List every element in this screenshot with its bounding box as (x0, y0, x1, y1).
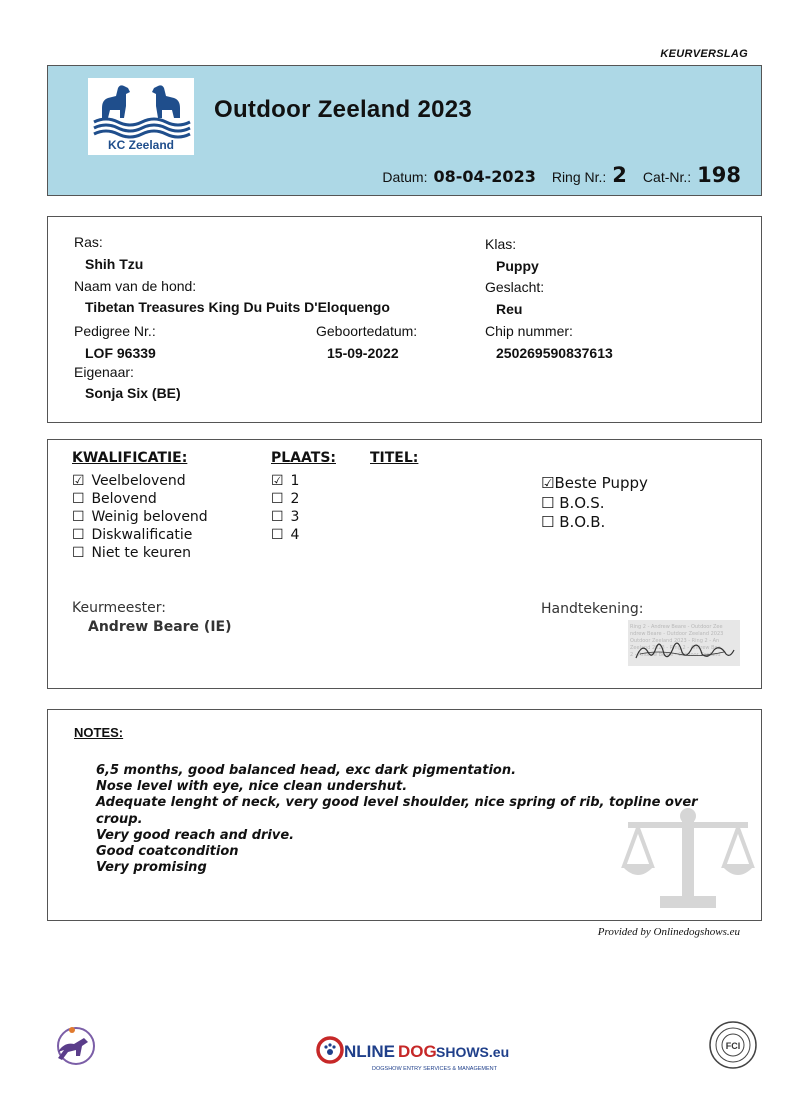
date-label: Datum: (382, 169, 428, 185)
sex-value: Reu (496, 301, 523, 317)
qualification-option[interactable]: ☐ Diskwalificatie (72, 527, 193, 543)
judging-section (47, 439, 762, 689)
qualification-option[interactable]: ☐ Niet te keuren (72, 545, 191, 561)
note-line: Very promising (96, 860, 207, 876)
note-line: Very good reach and drive. (96, 827, 295, 843)
class-value: Puppy (496, 258, 539, 274)
note-line: 6,5 months, good balanced head, exc dark pigmentation. (96, 763, 517, 778)
event-header (47, 65, 762, 196)
svg-text:SHOWS.eu: SHOWS.eu (436, 1044, 510, 1060)
svg-text:FCI: FCI (725, 1041, 741, 1051)
qualification-option[interactable]: ☑ Veelbelovend (72, 473, 186, 489)
breed-value: Shih Tzu (85, 256, 144, 272)
empty-box-icon: ☐ (271, 491, 284, 507)
notes-heading: NOTES: (74, 725, 124, 740)
place-option[interactable]: ☐ 4 (271, 527, 300, 543)
catalog-label: Cat-Nr.: (642, 169, 692, 185)
svg-text:DOGSHOW ENTRY SERVICES & MANAG: DOGSHOW ENTRY SERVICES & MANAGEMENT (372, 1066, 497, 1072)
pedigree-label: Pedigree Nr.: (74, 323, 156, 339)
empty-box-icon: ☐ (72, 545, 85, 561)
empty-box-icon: ☐ (72, 509, 85, 525)
class-label: Klas: (485, 236, 517, 252)
checked-box-icon: ☑ (72, 473, 85, 489)
svg-text:Zeeland 2023 - Ring 2 - Andrew: Zeeland 2023 - Ring 2 - Andrew Bea (630, 645, 721, 651)
dog-name-label: Naam van de hond: (74, 278, 197, 294)
qualification-heading: KWALIFICATIE: (72, 450, 188, 466)
owner-label: Eigenaar: (74, 364, 134, 380)
event-meta (382, 163, 741, 187)
notes-section (47, 709, 762, 921)
svg-text:ndrew Beare - Outdoor Zeeland: ndrew Beare - Outdoor Zeeland 2023 (630, 631, 724, 637)
handwritten-signature (628, 620, 740, 666)
title-option[interactable]: ☐ B.O.B. (541, 513, 606, 531)
judge-label: Keurmeester: (72, 600, 166, 616)
catalog-value: 198 (697, 163, 741, 187)
note-line: Adequate lenght of neck, very good level shoulder, nice spring of rib, topline over (96, 795, 698, 811)
svg-text:NLINE: NLINE (344, 1042, 395, 1061)
notes-text (96, 763, 736, 876)
running-dog-logo (50, 1022, 96, 1068)
fci-seal-logo (708, 1020, 758, 1070)
dog-name-value: Tibetan Treasures King Du Puits D'Eloquengo (85, 299, 390, 315)
qualification-options (72, 473, 208, 563)
note-line: Nose level with eye, nice clean undershut. (96, 779, 408, 795)
svg-text:Ring 2 - Andrew Beare - Outdoo: Ring 2 - Andrew Beare - Outdoor Zee (630, 624, 723, 630)
place-option[interactable]: ☐ 3 (271, 509, 300, 525)
birthdate-value: 15-09-2022 (327, 345, 399, 361)
sex-label: Geslacht: (485, 279, 545, 295)
breed-label: Ras: (74, 234, 103, 250)
svg-text:2 - Andrew Beare - Outdoor Zee: 2 - Andrew Beare - Outdoor Zeeland (630, 652, 721, 658)
note-line: croup. (96, 811, 143, 827)
note-line: Good coatcondition (96, 844, 239, 860)
title-options (541, 474, 648, 533)
place-option[interactable]: ☑ 1 (271, 473, 300, 489)
qualification-option[interactable]: ☐ Belovend (72, 491, 157, 507)
title-option[interactable]: ☐ B.O.S. (541, 493, 605, 512)
empty-box-icon: ☐ (541, 513, 555, 531)
birthdate-label: Geboortedatum: (316, 323, 418, 339)
title-option[interactable]: ☑Beste Puppy (541, 474, 648, 492)
empty-box-icon: ☐ (271, 509, 284, 525)
place-heading: PLAATS: (271, 450, 336, 466)
signature-label: Handtekening: (541, 601, 644, 617)
signature-image (628, 620, 740, 666)
dogs-on-waves-icon (88, 78, 194, 138)
empty-box-icon: ☐ (72, 491, 85, 507)
ring-label: Ring Nr.: (551, 169, 607, 185)
club-name: KC Zeeland (107, 138, 174, 152)
place-options (271, 473, 299, 545)
title-heading: TITEL: (370, 450, 419, 466)
date-value: 08-04-2023 (433, 167, 536, 186)
ring-value: 2 (612, 163, 627, 187)
dog-info-section (47, 216, 762, 423)
chip-label: Chip nummer: (485, 323, 573, 339)
checked-box-icon: ☑ (541, 474, 555, 492)
empty-box-icon: ☐ (541, 493, 555, 512)
qualification-option[interactable]: ☐ Weinig belovend (72, 509, 208, 525)
provided-by: Provided by Onlinedogshows.eu (597, 926, 740, 938)
club-logo (88, 78, 194, 155)
owner-value: Sonja Six (BE) (85, 385, 181, 401)
chip-value: 250269590837613 (496, 345, 613, 361)
event-title: Outdoor Zeeland 2023 (214, 96, 473, 123)
checked-box-icon: ☑ (271, 473, 284, 489)
place-option[interactable]: ☐ 2 (271, 491, 300, 507)
onlinedogshows-logo (316, 1030, 510, 1074)
empty-box-icon: ☐ (72, 527, 85, 543)
svg-text:Outdoor Zeeland 2023 - Ring 2: Outdoor Zeeland 2023 - Ring 2 - An (630, 638, 720, 644)
pedigree-value: LOF 96339 (85, 345, 156, 361)
document-type-label: KEURVERSLAG (660, 48, 748, 60)
empty-box-icon: ☐ (271, 527, 284, 543)
judge-name: Andrew Beare (IE) (88, 619, 232, 635)
svg-text:DOG: DOG (398, 1042, 437, 1061)
